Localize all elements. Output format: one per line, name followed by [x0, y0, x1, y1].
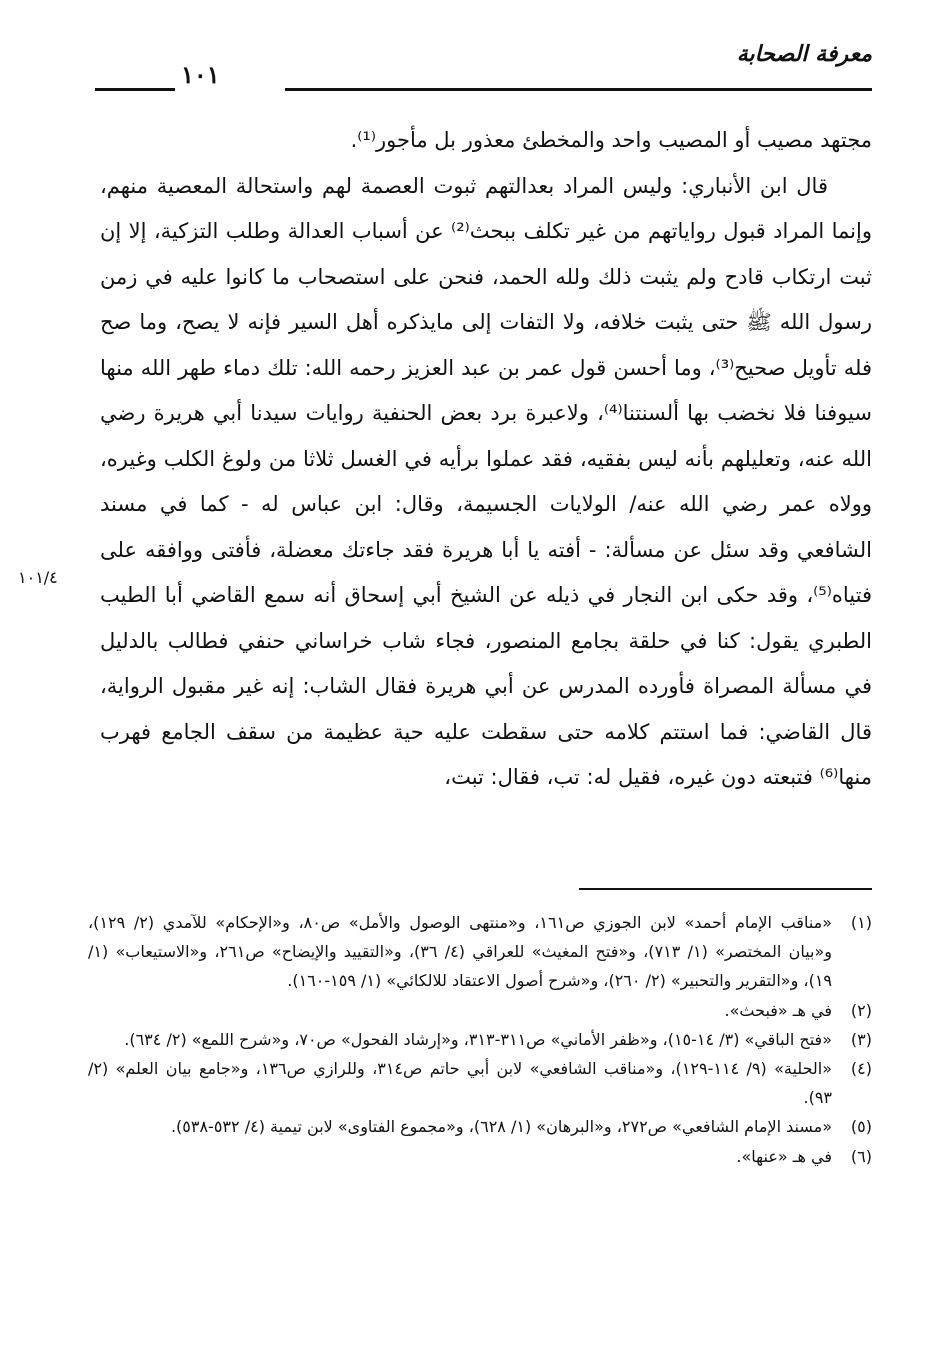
footnote-5: [88, 1112, 872, 1141]
footnotes: [88, 908, 872, 1171]
page-number: ١٠١: [181, 60, 220, 89]
footnote-number: (٥): [850, 1117, 872, 1137]
paragraph-2: قال ابن الأنباري: وليس المراد بعدالتهم ثبوت العصمة لهم واستحالة المعصية منهم، وإنما المراد قبول رواياتهم من غير تكلف ببحث⁽²⁾ عن أسباب العدالة وطلب التزكية، إلا إن ثبت ارتكاب قادح ولم يثبت ذلك ولله الحمد، فنحن على استصحاب ما كانوا عليه في زمن رسول الله ﷺ حتى يثبت خلافه، ولا التفات إلى مايذكره أهل السير فإنه لا يصح، وما صح فله تأويل صحيح⁽³⁾، وما أحسن قول عمر بن عبد العزيز رحمه الله: تلك دماء طهر الله منها سيوفنا فلا نخضب بها ألسنتنا⁽⁴⁾، ولاعبرة برد بعض الحنفية روايات سيدنا أبي هريرة رضي الله عنه، وتعليلهم بأنه ليس بفقيه، فقد عملوا برأيه في الغسل ثلاثا من ولوغ الكلب وغيره، وولاه عمر رضي الله عنه/ الولايات الجسيمة، وقال: ابن عباس له - كما في مسند الشافعي وقد سئل عن مسألة: - أفته يا أبا هريرة فقد جاءتك معضلة، فأفتى ووافقه على فتياه⁽⁵⁾، وقد حكى ابن النجار في ذيله عن الشيخ أبي إسحاق أنه سمع القاضي أبا الطيب الطبري يقول: كنا في حلقة بجامع المنصور، فجاء شاب خراساني حنفي فطالب بالدليل في مسألة المصراة فأورده المدرس عن أبي هريرة فقال الشاب: إنه غير مقبول الرواية، قال القاضي: فما استتم كلامه حتى سقطت عليه حية عظيمة من سقف الجامع فهرب منها⁽⁶⁾ فتبعته دون غيره، فقيل له: تب، فقال: تبت،: [100, 173, 873, 789]
header-rule: [285, 88, 872, 91]
footnote-2: [88, 996, 872, 1025]
footnote-3: [88, 1025, 872, 1054]
footnote-text: في هـ «فبحث».: [724, 1000, 832, 1020]
footnote-text: «مسند الإمام الشافعي» ص٢٧٢، و«البرهان» (١/ ٦٢٨)، و«مجموع الفتاوى» لابن تيمية (٤/ ٥٣٢-٥٣٨).: [170, 1117, 832, 1137]
margin-reference: ١٠١/٤: [18, 568, 58, 587]
footnote-text: «مناقب الإمام أحمد» لابن الجوزي ص١٦١، و«منتهى الوصول والأمل» ص٨٠، و«الإحكام» للآمدي (٢/ ١٢٩)، و«بيان المختصر» (١/ ٧١٣)، و«فتح المغيث» للعراقي (٤/ ٣٦)، و«التقييد والإيضاح» ص٢٦١، و«الاستيعاب» (١/ ١٩)، و«التقرير والتحبير» (٢/ ٢٦٠)، و«شرح أصول الاعتقاد للالكائي» (١/ ١٥٩-١٦٠).: [88, 913, 833, 991]
footnote-separator: [579, 888, 872, 890]
footnote-text: في هـ «عنها».: [736, 1146, 832, 1166]
footnote-number: (١): [850, 913, 872, 932]
footnote-number: (٢): [850, 1000, 872, 1020]
footnote-number: (٤): [850, 1059, 872, 1079]
footnote-1: [88, 908, 872, 996]
header-rule-short: [95, 88, 175, 91]
footnote-text: «الحلية» (٩/ ١١٤-١٢٩)، و«مناقب الشافعي» لابن أبي حاتم ص٣١٤، وللرازي ص١٣٦، و«جامع بيان العلم» (٢/ ٩٣).: [88, 1059, 833, 1108]
paragraph-1: مجتهد مصيب أو المصيب واحد والمخطئ معذور بل مأجور⁽¹⁾.: [350, 128, 872, 152]
footnote-4: [88, 1054, 872, 1112]
body-text: [100, 118, 872, 801]
footnote-6: [88, 1142, 872, 1171]
footnote-number: (٦): [850, 1146, 872, 1166]
page-header: [95, 34, 872, 96]
running-title: معرفة الصحابة: [736, 41, 872, 67]
footnote-text: «فتح الباقي» (٣/ ١٤-١٥)، و«ظفر الأماني» ص٣١١-٣١٣، و«إرشاد الفحول» ص٧٠، و«شرح اللمع» (٢/ ٦٣٤).: [124, 1029, 832, 1049]
footnote-number: (٣): [850, 1029, 872, 1049]
